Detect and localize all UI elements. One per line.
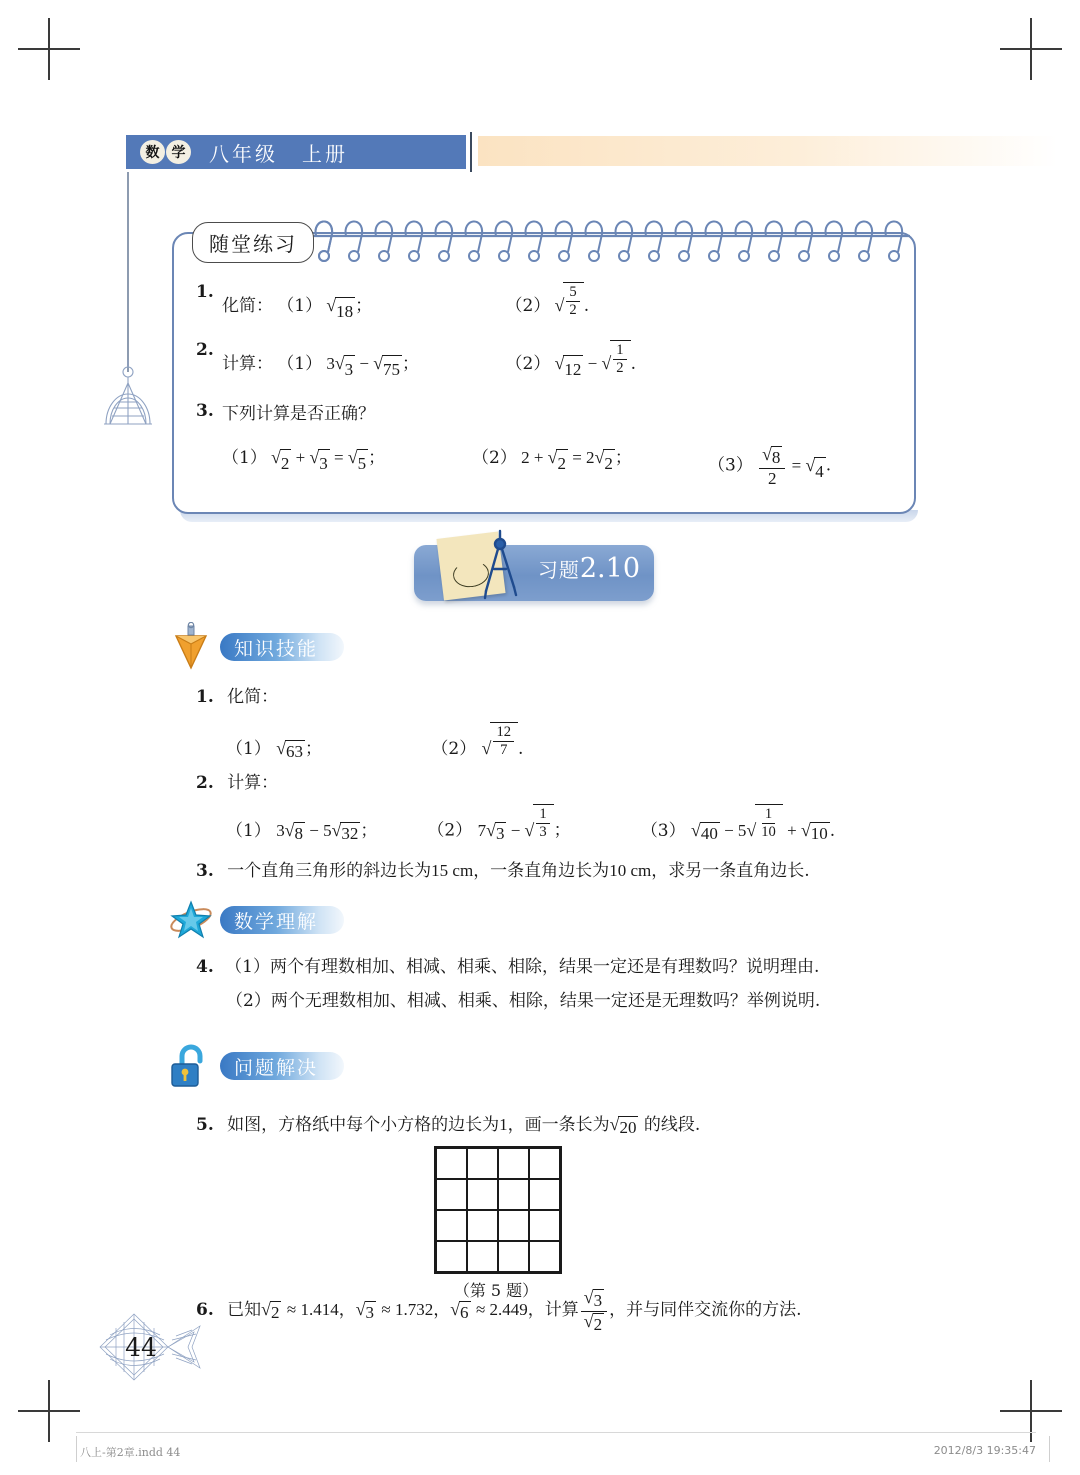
exercise-6-quotient: √ 3 √ 2 [579, 1300, 609, 1319]
exercise-6-text-a: 已知 [227, 1299, 262, 1320]
grid-cell [467, 1179, 498, 1210]
plumb-bob-icon [168, 622, 214, 672]
page-number: 44 [125, 1332, 157, 1362]
footer-filename: 八上-第2章.indd 44 [80, 1446, 181, 1459]
section-tag-understanding [168, 898, 344, 942]
exercise-1-number: 1. [196, 687, 214, 707]
open-padlock-icon [168, 1042, 214, 1090]
practice-2-part1-expr: 3 √ 3 − √ 75 [326, 354, 402, 373]
exercise-3-leg: 10 cm [609, 861, 652, 880]
compass-icon [474, 525, 526, 601]
grid-cell [436, 1210, 467, 1241]
practice-problem-list [196, 282, 896, 494]
grid-cell [436, 1241, 467, 1272]
practice-3-part3-label: （3） [708, 455, 753, 476]
exercise-1 [196, 682, 278, 707]
exercise-6-sqrt2: √ 2 [261, 1298, 280, 1322]
exercise-1-part1-tail: ； [305, 738, 323, 759]
section-tag-knowledge [168, 622, 344, 672]
section-label-knowledge: 知识技能 [220, 633, 344, 661]
footer-tick-right [1049, 1436, 1050, 1462]
exercise-5-length-radicand: 20 [619, 1118, 637, 1137]
grid-cell [529, 1210, 560, 1241]
practice-2-part1-tail: ； [402, 354, 420, 375]
header-accent-bar [478, 136, 1058, 166]
exercise-1-stem: 化简： [227, 687, 279, 707]
crop-mark-top-left [18, 18, 80, 80]
exercise-1-part2-expr: √ $\frac{12}{7}$ [482, 739, 518, 758]
exercise-2-part2-tail: ； [553, 820, 571, 841]
exercise-4 [196, 952, 819, 977]
footer-timestamp: 2012/8/3 19:35:47 [933, 1444, 1036, 1457]
exercise-1-parts [226, 722, 523, 762]
footer-tick-left [76, 1436, 77, 1462]
grid-cell [467, 1241, 498, 1272]
star-planet-icon [168, 898, 214, 942]
exercise-5-text-b: ，画一条长为 [507, 1115, 610, 1135]
exercise-5 [196, 1110, 700, 1138]
practice-3-part1-tail: ； [368, 448, 386, 469]
exercise-banner-text [538, 553, 640, 584]
exercise-6-text-b: ，计算 [527, 1299, 579, 1320]
header-term: 上册 [302, 141, 348, 166]
practice-problem-3-number: 3. [196, 400, 214, 421]
exercise-1-part1-label: （1） [226, 738, 271, 759]
header-grade: 八年级 [209, 141, 278, 166]
grid-cell [467, 1148, 498, 1179]
grid-cell [529, 1241, 560, 1272]
margin-hanging-line [127, 172, 129, 372]
section-tag-problem-solving [168, 1042, 344, 1090]
section-label-problem-solving: 问题解决 [220, 1052, 344, 1080]
practice-2-part2-expr: √ 12 − √ $\frac{1}{2}$ [555, 354, 631, 373]
exercise-6-sqrt3: √ 3 [355, 1298, 374, 1322]
spiral-binding [310, 212, 910, 270]
subject-char-2: 学 [166, 140, 191, 164]
subject-badge [140, 140, 191, 164]
exercise-banner-number: 2.10 [579, 553, 640, 584]
practice-problem-3 [196, 401, 896, 489]
practice-problem-2 [196, 340, 896, 382]
practice-problem-1 [196, 282, 896, 324]
practice-3-part2-tail: ； [614, 448, 632, 469]
exercise-3-text-b: ，一条直角边长为 [473, 861, 610, 881]
grid-figure [434, 1146, 562, 1274]
exercise-6-sqrt6: √ 6 [450, 1298, 469, 1322]
practice-1-part2-tail: . [583, 295, 590, 316]
exercise-6-approx-3: ≈ 2.449 [475, 1299, 528, 1319]
exercise-6-number: 6. [196, 1299, 214, 1320]
exercise-4-line-2-row [226, 986, 820, 1011]
plumb-pendulum-ornament [96, 360, 160, 432]
grid-figure-caption: （第 5 题） [453, 1281, 539, 1300]
practice-problem-2-number: 2. [196, 340, 214, 361]
practice-3-part3-tail: . [825, 455, 832, 476]
exercise-1-part2-tail: . [518, 738, 524, 759]
practice-2-part2-label: （2） [505, 354, 551, 375]
practice-2-part2-tail: . [630, 354, 636, 375]
exercise-3-text-c: ，求另一条直角边长. [651, 861, 810, 881]
exercise-2-part3-tail: . [829, 820, 836, 841]
grid-cell [529, 1148, 560, 1179]
footer-divider [76, 1432, 1036, 1433]
exercise-5-text-c: 的线段. [643, 1115, 701, 1135]
grid-cell [498, 1179, 529, 1210]
crop-mark-top-right [1000, 18, 1062, 80]
exercise-5-side-length: 1 [499, 1115, 508, 1134]
exercise-2-part2-expr: 7 √ 3 − √ $\frac{1}{3}$ [478, 821, 554, 840]
exercise-3 [196, 856, 810, 881]
exercise-5-number: 5. [196, 1115, 214, 1135]
subject-char-1: 数 [140, 140, 165, 164]
running-header [126, 135, 466, 169]
exercise-1-part2-den: 7 [500, 741, 508, 758]
grid-cell [436, 1148, 467, 1179]
practice-problem-1-number: 1. [196, 282, 214, 302]
exercise-2-part1-label: （1） [226, 820, 271, 841]
grid-cell [498, 1210, 529, 1241]
exercise-banner-cn: 习题 [537, 558, 580, 582]
practice-problem-2-stem: 计算： [222, 354, 273, 375]
exercise-1-part1-radicand: 63 [286, 741, 304, 761]
exercise-4-number: 4. [196, 957, 214, 977]
exercise-3-hypotenuse: 15 cm [431, 861, 474, 880]
exercise-2-part3-expr: √ 40 − 5 √ $\frac{1}{10}$ + √ 10 [691, 806, 828, 843]
exercise-2-part3-label: （3） [640, 820, 686, 841]
exercise-2-part1-expr: 3 √ 8 − 5 √ 32 [276, 819, 359, 843]
exercise-2-number: 2. [196, 773, 214, 793]
grid-cell [498, 1148, 529, 1179]
exercise-6: 6. 已知 √ 2 ≈ 1.414， √ 3 ≈ 1.732， √ 6 ≈ 2.449，计算 √ 3 √ 2 ，并与同伴交流你的方法. [196, 1287, 802, 1334]
practice-3-part2-expr: 2 + √ 2 = 2 √ 2 [521, 448, 615, 467]
exercise-2-part2-label: （2） [427, 820, 473, 841]
exercise-5-length-expr: √ 20 [609, 1114, 637, 1137]
exercise-1-part1-expr: √ 63 [276, 737, 304, 761]
practice-3-part2-label: （2） [472, 448, 517, 469]
practice-problem-3-stem: 下列计算是否正确？ [222, 403, 375, 424]
exercise-1-part2-num: 12 [493, 724, 514, 742]
exercise-4-line-1: （1）两个有理数相加、相减、相乘、相除，结果一定还是有理数吗？说明理由. [225, 957, 820, 977]
practice-3-part1-label: （1） [222, 448, 267, 469]
grid-cell [436, 1179, 467, 1210]
practice-1-part2-label: （2） [505, 295, 551, 316]
exercise-5-text-a: 如图，方格纸中每个小方格的边长为 [227, 1115, 500, 1135]
practice-1-part1-expr: √ 18 [326, 296, 355, 315]
exercise-6-approx-2: ≈ 1.732 [381, 1299, 434, 1319]
practice-3-part1-expr: √ 2 + √ 3 = √ 5 [271, 448, 368, 467]
practice-1-part1-label: （1） [277, 295, 323, 316]
exercise-3-text-a: 一个直角三角形的斜边长为 [227, 861, 432, 881]
exercise-2 [196, 768, 278, 793]
grid-cell [498, 1241, 529, 1272]
crop-mark-bottom-left [18, 1380, 80, 1442]
practice-1-part2-expr: √ $\frac{5}{2}$ [555, 296, 584, 315]
exercise-3-number: 3. [196, 861, 214, 881]
practice-3-part3-expr: √ 8 2 = √ 4 [757, 456, 826, 475]
practice-1-part1-tail: ； [355, 295, 373, 316]
grid-cell [467, 1210, 498, 1241]
exercise-2-stem: 计算： [227, 773, 279, 793]
practice-problem-1-stem: 化简： [222, 295, 273, 316]
grid-cell [529, 1179, 560, 1210]
exercise-1-part2-label: （2） [431, 738, 477, 759]
section-label-understanding: 数学理解 [220, 906, 344, 934]
practice-2-part1-label: （1） [277, 354, 323, 375]
exercise-2-part1-tail: ； [360, 820, 378, 841]
practice-label: 随堂练习 [192, 222, 314, 263]
exercise-2-parts [226, 804, 835, 844]
exercise-banner [414, 545, 654, 601]
exercise-4-line-2: （2）两个无理数相加、相减、相乘、相除，结果一定还是无理数吗？举例说明. [226, 991, 821, 1011]
exercise-6-text-c: ，并与同伴交流你的方法. [609, 1299, 802, 1320]
exercise-6-approx-1: ≈ 1.414 [286, 1299, 339, 1319]
header-divider [470, 132, 472, 172]
